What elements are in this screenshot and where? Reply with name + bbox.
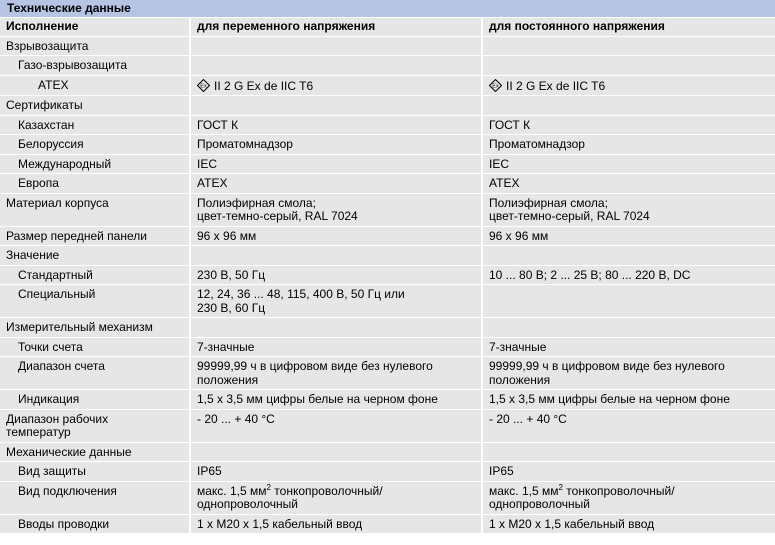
dc-value: [482, 318, 775, 338]
row-label: Газо-взрывозащита: [0, 56, 190, 76]
row-label: Размер передней панели: [0, 226, 190, 246]
row-label: Европа: [0, 174, 190, 194]
value-line: Полиэфирная смола;: [489, 195, 608, 210]
value-line: цвет-темно-серый, RAL 7024: [489, 209, 650, 223]
value-line: положения: [489, 372, 551, 387]
dc-value: ATEX: [482, 174, 775, 194]
ac-value: - 20 ... + 40 °C: [190, 409, 482, 442]
row-label: Значение: [0, 246, 190, 266]
ac-value: 96 x 96 мм: [190, 226, 482, 246]
ac-value: [190, 285, 482, 318]
table-row: [0, 56, 775, 76]
ac-value: IP65: [190, 462, 482, 482]
row-label: Специальный: [0, 285, 190, 318]
table-row: [0, 442, 775, 462]
table-row: [0, 75, 775, 96]
ac-value: [190, 75, 482, 96]
ac-value: [190, 318, 482, 338]
label-line: Диапазон рабочих: [6, 411, 109, 426]
value-line: цвет-темно-серый, RAL 7024: [197, 209, 358, 223]
dc-value: 1 x M20 x 1,5 кабельный ввод: [482, 514, 775, 534]
dc-value: [482, 56, 775, 76]
row-label: Точки счета: [0, 337, 190, 357]
ac-value: IEC: [190, 154, 482, 174]
row-label: Взрывозащита: [0, 36, 190, 56]
dc-value: [482, 96, 775, 116]
row-label: Стандартный: [0, 265, 190, 285]
dc-value: 96 x 96 мм: [482, 226, 775, 246]
ac-value: Проматомнадзор: [190, 135, 482, 155]
row-label: Казахстан: [0, 115, 190, 135]
row-label: Вид защиты: [0, 462, 190, 482]
ac-value: ATEX: [190, 174, 482, 194]
atex-marking-text: II 2 G Ex de IIC T6: [214, 78, 314, 93]
row-label: Белоруссия: [0, 135, 190, 155]
value-part: тонкопроволочный/: [562, 483, 675, 498]
table-row: [0, 226, 775, 246]
row-label: Сертификаты: [0, 96, 190, 116]
ac-value: [190, 481, 482, 514]
ac-value: [190, 36, 482, 56]
dc-value: [482, 481, 775, 514]
dc-value: IP65: [482, 462, 775, 482]
row-label: ATEX: [0, 75, 190, 96]
table-row: [0, 390, 775, 410]
dc-value: [482, 246, 775, 266]
table-row: [0, 135, 775, 155]
column-header-ac: для переменного напряжения: [190, 18, 482, 36]
table-row: [0, 337, 775, 357]
ac-value: [190, 56, 482, 76]
ac-value: [190, 246, 482, 266]
value-line: положения: [197, 372, 259, 387]
section-title: Технические данные: [0, 0, 775, 18]
superscript: 2: [558, 482, 563, 492]
table-row: [0, 154, 775, 174]
ac-value: [190, 357, 482, 390]
row-label: Вводы проводки: [0, 514, 190, 534]
value-line: Полиэфирная смола;: [197, 195, 316, 210]
dc-value: - 20 ... + 40 °C: [482, 409, 775, 442]
svg-text:Ex: Ex: [200, 83, 207, 90]
value-line: 99999,99 ч в цифровом виде без нулевого: [197, 359, 433, 373]
value-line: 12, 24, 36 ... 48, 115, 400 В, 50 Гц или: [197, 287, 405, 301]
dc-value: [482, 75, 775, 96]
atex-marking-text: II 2 G Ex de IIC T6: [506, 78, 606, 93]
table-row: [0, 36, 775, 56]
ac-value: 1,5 x 3,5 мм цифры белые на черном фоне: [190, 390, 482, 410]
row-label: Механические данные: [0, 442, 190, 462]
ac-value: [190, 442, 482, 462]
table-row: [0, 115, 775, 135]
ac-value: [190, 96, 482, 116]
row-label: Диапазон счета: [0, 357, 190, 390]
row-label: Индикация: [0, 390, 190, 410]
dc-value: [482, 357, 775, 390]
ac-value: 230 В, 50 Гц: [190, 265, 482, 285]
value-part: макс. 1,5 мм: [489, 483, 559, 498]
ac-value: 1 x M20 x 1,5 кабельный ввод: [190, 514, 482, 534]
table-row: [0, 481, 775, 514]
table-row: [0, 285, 775, 318]
value-line: однопроволочный: [489, 497, 590, 511]
value-part: макс. 1,5 мм: [197, 483, 267, 498]
dc-value: 10 ... 80 В; 2 ... 25 В; 80 ... 220 В, DC: [482, 265, 775, 285]
value-line: однопроволочный: [197, 497, 298, 511]
dc-value: IEC: [482, 154, 775, 174]
table-row: [0, 265, 775, 285]
dc-value: Проматомнадзор: [482, 135, 775, 155]
table-row: [0, 514, 775, 534]
row-label: Международный: [0, 154, 190, 174]
svg-text:Ex: Ex: [492, 83, 499, 90]
table-row: [0, 193, 775, 226]
row-label: Измерительный механизм: [0, 318, 190, 338]
tech-data-table: [0, 18, 775, 534]
table-row: [0, 96, 775, 116]
ex-hexagon-icon: [489, 79, 502, 92]
dc-value: 1,5 x 3,5 мм цифры белые на черном фоне: [482, 390, 775, 410]
dc-value: [482, 193, 775, 226]
ex-hexagon-icon: [197, 79, 210, 92]
table-row: [0, 174, 775, 194]
value-line: 99999,99 ч в цифровом виде без нулевого: [489, 359, 725, 373]
column-header-version: Исполнение: [0, 18, 190, 36]
column-header-row: [0, 18, 775, 36]
row-label: [0, 409, 190, 442]
dc-value: 7-значные: [482, 337, 775, 357]
label-line: температур: [6, 425, 71, 439]
table-row: [0, 246, 775, 266]
table-row: [0, 318, 775, 338]
dc-value: ГОСТ К: [482, 115, 775, 135]
table-row: [0, 409, 775, 442]
row-label: Вид подключения: [0, 481, 190, 514]
dc-value: [482, 285, 775, 318]
ac-value: [190, 193, 482, 226]
value-part: тонкопроволочный/: [270, 483, 383, 498]
dc-value: [482, 36, 775, 56]
column-header-dc: для постоянного напряжения: [482, 18, 775, 36]
dc-value: [482, 442, 775, 462]
superscript: 2: [266, 482, 271, 492]
value-line: 230 В, 60 Гц: [197, 300, 266, 315]
row-label: Материал корпуса: [0, 193, 190, 226]
table-row: [0, 462, 775, 482]
ac-value: ГОСТ К: [190, 115, 482, 135]
ac-value: 7-значные: [190, 337, 482, 357]
table-row: [0, 357, 775, 390]
